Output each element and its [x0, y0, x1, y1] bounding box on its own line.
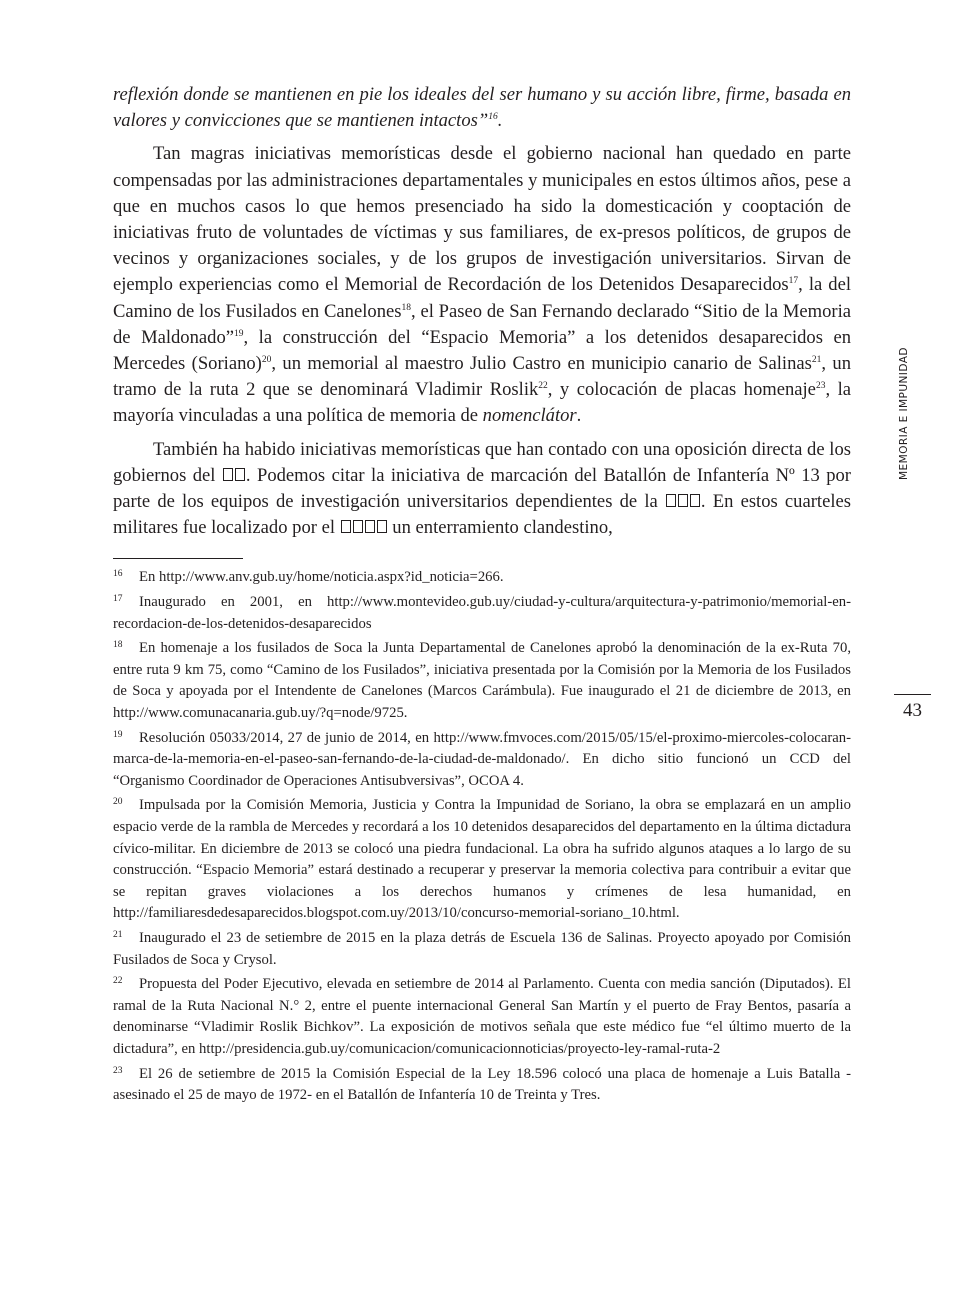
quote-paragraph — [113, 82, 851, 134]
missing-glyph-icon — [353, 520, 363, 533]
footnote-number: 19 — [113, 729, 123, 740]
page-number: 43 — [903, 700, 922, 721]
footnote-ref[interactable]: 23 — [815, 381, 826, 392]
footnote-text: Impulsada por la Comisión Memoria, Justicia y Contra la Impunidad de Soriano, la obra se emplazará en un amplio espacio verde de la rambla de Mercedes y recordará a los 10 detenidos desaparecidos del departamento en la última dictadura cívico-militar. En diciembre de 2013 se colocó una piedra fundacional. La obra ha sufrido algunos ataques a lo largo de su construcción. “Espacio Memoria” estará destinado a recuperar y preservar la memoria colectiva para contribuir a evitar que se repitan graves violaciones a los derechos humanos y crímenes de lesa humanidad, en http://familiaresdedesaparecidos.blogspot.com.uy/2013/10/concurso-memorial-soriano_10.html. — [113, 797, 851, 922]
footnote-ref[interactable]: 18 — [401, 302, 411, 313]
main-text-block — [113, 82, 851, 1110]
paragraph-text: , un tramo de la ruta 2 que se denominará Vladimir Roslik — [113, 353, 851, 401]
footnotes — [113, 567, 851, 1106]
paragraph-text: , el Paseo de San Fernando declarado “Sitio de la Memoria de Maldonado” — [113, 300, 851, 348]
footnote-text: Inaugurado en 2001, en http://www.montevideo.gub.uy/ciudad-y-cultura/arquitectura-y-patrimonio/memorial-en-recordacion-de-los-detenidos-desaparecidos — [113, 594, 851, 632]
footnote-ref[interactable]: 21 — [811, 354, 822, 365]
paragraph-text: , un memorial al maestro Julio Castro en municipio canario de Salinas — [271, 353, 812, 375]
footnote-ref[interactable]: 17 — [788, 276, 799, 287]
paragraph-text: Tan magras iniciativas memorísticas desde el gobierno nacional han quedado en parte compensadas por las administraciones departamentales y municipales en estos últimos años, pese a que en muchos casos lo que hemos presenciado ha sido la domesticación y cooptación de iniciativas fruto de voluntades de víctimas y sus familiares, de ex-presos políticos, de grupos de vecinos y organizaciones sociales, y de los grupos de investigación universitarios. Sirvan de ejemplo experiencias como el Memorial de Recordación de los Detenidos Desaparecidos — [113, 143, 851, 296]
footnote-20 — [113, 795, 851, 925]
footnote-21 — [113, 928, 851, 971]
footnote-16 — [113, 567, 851, 589]
body-paragraph-2 — [113, 437, 851, 542]
footnote-text: Resolución 05033/2014, 27 de junio de 2014, en http://www.fmvoces.com/2015/05/15/el-proximo-miercoles-colocaran-marca-de-la-memoria-en-el-paseo-san-fernando-de-la-ciudad-de-maldonado/. En dicho sitio funcionó un CCD del “Organismo Coordinador de Operaciones Antisubversivas”, OCOA 4. — [113, 729, 851, 789]
running-header: MEMORIA E IMPUNIDAD — [898, 347, 910, 480]
footnote-text: El 26 de setiembre de 2015 la Comisión Especial de la Ley 18.596 colocó una placa de homenaje a Luis Batalla -asesinado el 25 de mayo de 1972- en el Batallón de Infantería 10 de Treinta y Tres. — [113, 1065, 851, 1104]
footnote-23 — [113, 1064, 851, 1107]
footnote-text: Propuesta del Poder Ejecutivo, elevada en setiembre de 2014 al Parlamento. Cuenta con media sanción (Diputados). El ramal de la Ruta Nacional N.° 2, entre el puente internacional General San Martín y el puerto de Fray Bentos, pasaría a denominarse “Vladimir Roslik Bichkov”. La exposición de motivos señala que este médico fue “el último muerto de la dictadura”, en http://presidencia.gub.uy/comunicacion/comunicacionnoticias/proyecto-ley-ramal-ruta-2 — [113, 976, 851, 1057]
footnote-number: 23 — [113, 1065, 123, 1076]
missing-glyph-icon — [365, 520, 375, 533]
missing-glyph-icon — [235, 468, 245, 481]
footnote-18 — [113, 638, 851, 724]
footnote-ref[interactable]: 16 — [488, 112, 498, 123]
footnote-text: En homenaje a los fusilados de Soca la Junta Departamental de Canelones aprobó la denominación de la ex-Ruta 70, entre ruta 9 km 75, como “Camino de los Fusilados”, iniciativa presentada por la Comisión por la Memoria de los Fusilados de Soca y apoyada por el Intendente de Canelones (Marcos Carámbula). Fue inaugurado el 21 de diciembre de 2013, en http://www.comunacanaria.gub.uy/?q=node/9725. — [113, 640, 851, 722]
paragraph-text: . En estos cuarteles militares fue localizado por el — [113, 491, 851, 539]
missing-glyph-icon — [690, 494, 700, 507]
footnote-number: 20 — [113, 797, 123, 808]
footnote-number: 17 — [113, 594, 123, 605]
missing-glyph-icon — [223, 468, 233, 481]
footnote-text: Inaugurado el 23 de setiembre de 2015 en la plaza detrás de Escuela 136 de Salinas. Proyecto apoyado por Comisión Fusilados de Soca y Crysol. — [113, 929, 851, 968]
footnote-number: 22 — [113, 976, 123, 987]
footnote-ref[interactable]: 22 — [538, 381, 548, 392]
paragraph-text: . — [576, 405, 582, 427]
paragraph-text: . Podemos citar la iniciativa de marcación del Batallón de Infantería Nº 13 por parte de los equipos de investigación universitarios dependientes de la — [113, 464, 851, 513]
paragraph-text: , y colocación de placas homenaje — [547, 379, 816, 401]
footnote-19 — [113, 728, 851, 793]
footnote-ref[interactable]: 20 — [261, 354, 272, 365]
quote-end: . — [497, 110, 503, 132]
emphasis-term: nomenclátor — [482, 405, 577, 427]
missing-glyph-icon — [666, 494, 676, 507]
body-paragraph-1 — [113, 141, 851, 429]
paragraph-text: , la mayoría vinculadas a una política de memoria de — [113, 379, 851, 427]
missing-glyph-icon — [341, 520, 351, 533]
paragraph-text: , la del Camino de los Fusilados en Canelones — [113, 274, 851, 322]
missing-glyph-icon — [678, 494, 688, 507]
paragraph-text: un enterramiento clandestino, — [387, 517, 613, 539]
quote-text: reflexión donde se mantienen en pie los ideales del ser humano y su acción libre, firme, basada en valores y convicciones que se mantienen intactos” — [113, 84, 851, 132]
footnote-number: 16 — [113, 569, 123, 580]
missing-glyph-icon — [377, 520, 387, 533]
paragraph-text: , la construcción del “Espacio Memoria” a los detenidos desaparecidos en Mercedes (Soriano) — [113, 326, 851, 375]
footnote-text: En http://www.anv.gub.uy/home/noticia.aspx?id_noticia=266. — [139, 569, 504, 586]
footnote-22 — [113, 974, 851, 1060]
footnote-separator — [113, 558, 243, 559]
footnote-17 — [113, 592, 851, 635]
footnote-number: 18 — [113, 640, 123, 651]
footnote-number: 21 — [113, 929, 123, 940]
page-number-rule — [894, 694, 931, 695]
paragraph-text: También ha habido iniciativas memorísticas que han contado con una oposición directa de los gobiernos del — [113, 438, 851, 486]
footnote-ref[interactable]: 19 — [234, 328, 244, 339]
